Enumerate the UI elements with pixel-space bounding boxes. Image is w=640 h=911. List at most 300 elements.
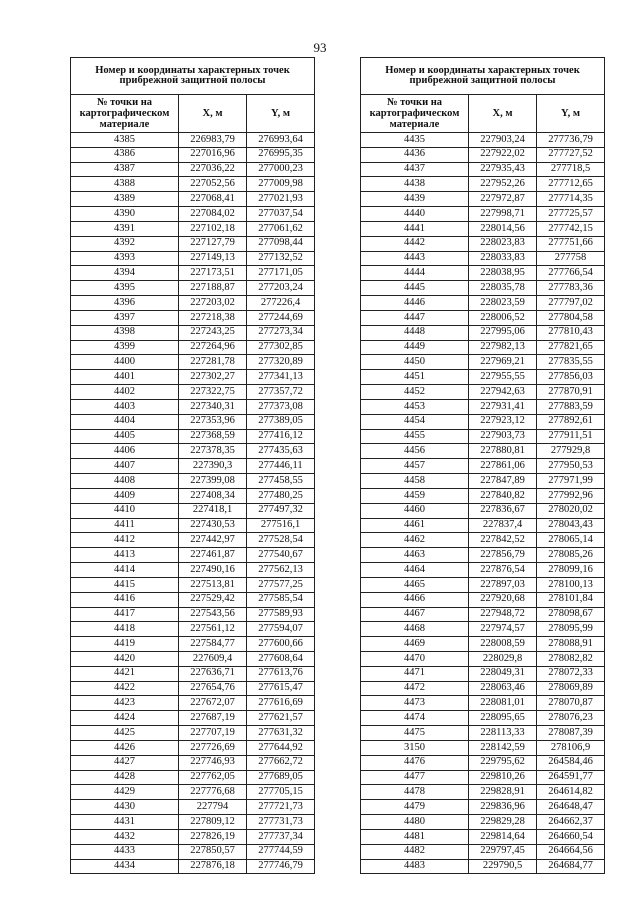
table-row (361, 133, 605, 148)
y-coordinate-cell: 276993,64 (247, 133, 315, 148)
point-number-cell: 4463 (361, 548, 469, 563)
table-row (71, 829, 315, 844)
point-number-cell: 4410 (71, 503, 179, 518)
page-number: 93 (313, 40, 327, 55)
x-coordinate-cell: 227513,81 (179, 577, 247, 592)
x-coordinate-cell: 227923,12 (469, 414, 537, 429)
x-coordinate-cell: 227584,77 (179, 637, 247, 652)
table-row (361, 800, 605, 815)
x-coordinate-cell: 227836,67 (469, 503, 537, 518)
table-title-row (361, 58, 605, 95)
table-row (71, 385, 315, 400)
table-row (71, 429, 315, 444)
table-row (71, 696, 315, 711)
y-coordinate-cell: 277373,08 (247, 399, 315, 414)
table-row (71, 370, 315, 385)
table-row (71, 592, 315, 607)
x-coordinate-cell: 227942,63 (469, 385, 537, 400)
x-coordinate-cell: 227974,57 (469, 622, 537, 637)
x-coordinate-cell: 229836,96 (469, 800, 537, 815)
x-coordinate-cell: 227281,78 (179, 355, 247, 370)
point-number-cell: 4472 (361, 681, 469, 696)
x-coordinate-cell: 228049,31 (469, 666, 537, 681)
table-row (361, 325, 605, 340)
y-coordinate-cell: 277835,55 (537, 355, 605, 370)
table-row (361, 859, 605, 874)
table-row (361, 281, 605, 296)
x-coordinate-cell: 227609,4 (179, 651, 247, 666)
x-coordinate-cell: 227809,12 (179, 815, 247, 830)
table-row (71, 147, 315, 162)
y-coordinate-cell: 277562,13 (247, 563, 315, 578)
point-number-cell: 4456 (361, 444, 469, 459)
y-coordinate-cell: 277746,79 (247, 859, 315, 874)
y-coordinate-cell: 277000,23 (247, 162, 315, 177)
y-coordinate-cell: 277714,35 (537, 192, 605, 207)
table-row (361, 296, 605, 311)
y-coordinate-cell: 277992,96 (537, 488, 605, 503)
table-row (361, 177, 605, 192)
x-coordinate-cell: 229790,5 (469, 859, 537, 874)
x-coordinate-cell: 227826,19 (179, 829, 247, 844)
point-number-cell: 4402 (71, 385, 179, 400)
point-number-cell: 4439 (361, 192, 469, 207)
y-coordinate-cell: 264660,54 (537, 829, 605, 844)
table-row (361, 681, 605, 696)
table-row (361, 607, 605, 622)
y-coordinate-cell: 277009,98 (247, 177, 315, 192)
y-coordinate-cell: 278082,82 (537, 651, 605, 666)
table-title-row (71, 58, 315, 95)
point-number-cell: 4453 (361, 399, 469, 414)
table-row (361, 815, 605, 830)
table-row (71, 192, 315, 207)
x-coordinate-cell: 227672,07 (179, 696, 247, 711)
table-row (71, 666, 315, 681)
x-coordinate-cell: 227016,96 (179, 147, 247, 162)
y-coordinate-cell: 264648,47 (537, 800, 605, 815)
point-number-cell: 4466 (361, 592, 469, 607)
x-coordinate-cell: 227529,42 (179, 592, 247, 607)
table-row (361, 785, 605, 800)
column-header-x: X, м (469, 95, 537, 133)
y-coordinate-cell: 277244,69 (247, 310, 315, 325)
point-number-cell: 4390 (71, 207, 179, 222)
y-coordinate-cell: 278076,23 (537, 711, 605, 726)
point-number-cell: 4428 (71, 770, 179, 785)
y-coordinate-cell: 264662,37 (537, 815, 605, 830)
y-coordinate-cell: 277883,59 (537, 399, 605, 414)
y-coordinate-cell: 264614,82 (537, 785, 605, 800)
table-row (361, 844, 605, 859)
table-row (71, 607, 315, 622)
point-number-cell: 4437 (361, 162, 469, 177)
y-coordinate-cell: 277497,32 (247, 503, 315, 518)
y-coordinate-cell: 277758 (537, 251, 605, 266)
x-coordinate-cell: 227850,57 (179, 844, 247, 859)
y-coordinate-cell: 276995,35 (247, 147, 315, 162)
x-coordinate-cell: 227998,71 (469, 207, 537, 222)
x-coordinate-cell: 227418,1 (179, 503, 247, 518)
x-coordinate-cell: 227378,35 (179, 444, 247, 459)
point-number-cell: 4404 (71, 414, 179, 429)
y-coordinate-cell: 277616,69 (247, 696, 315, 711)
y-coordinate-cell: 277540,67 (247, 548, 315, 563)
table-row (71, 177, 315, 192)
x-coordinate-cell: 227762,05 (179, 770, 247, 785)
table-row (71, 622, 315, 637)
table-body (71, 133, 315, 874)
y-coordinate-cell: 277585,54 (247, 592, 315, 607)
point-number-cell: 4423 (71, 696, 179, 711)
x-coordinate-cell: 229795,62 (469, 755, 537, 770)
table-row (71, 355, 315, 370)
y-coordinate-cell: 277357,72 (247, 385, 315, 400)
x-coordinate-cell: 227368,59 (179, 429, 247, 444)
y-coordinate-cell: 277870,91 (537, 385, 605, 400)
table-row (71, 162, 315, 177)
table-row (71, 266, 315, 281)
y-coordinate-cell: 277621,57 (247, 711, 315, 726)
table-row (71, 474, 315, 489)
point-number-cell: 4405 (71, 429, 179, 444)
point-number-cell: 4398 (71, 325, 179, 340)
point-number-cell: 4477 (361, 770, 469, 785)
table-row (71, 844, 315, 859)
point-number-cell: 4481 (361, 829, 469, 844)
y-coordinate-cell: 277689,05 (247, 770, 315, 785)
x-coordinate-cell: 228014,56 (469, 221, 537, 236)
y-coordinate-cell: 277751,66 (537, 236, 605, 251)
table-header-row (71, 95, 315, 133)
table-row (71, 681, 315, 696)
point-number-cell: 4415 (71, 577, 179, 592)
y-coordinate-cell: 278099,16 (537, 563, 605, 578)
x-coordinate-cell: 227461,87 (179, 548, 247, 563)
y-coordinate-cell: 277273,34 (247, 325, 315, 340)
table-row (71, 459, 315, 474)
y-coordinate-cell: 277341,13 (247, 370, 315, 385)
point-number-cell: 4393 (71, 251, 179, 266)
x-coordinate-cell: 228008,59 (469, 637, 537, 652)
x-coordinate-cell: 227322,75 (179, 385, 247, 400)
table-row (361, 740, 605, 755)
point-number-cell: 4462 (361, 533, 469, 548)
x-coordinate-cell: 228033,83 (469, 251, 537, 266)
y-coordinate-cell: 277037,54 (247, 207, 315, 222)
x-coordinate-cell: 227861,06 (469, 459, 537, 474)
point-number-cell: 4469 (361, 637, 469, 652)
point-number-cell: 4431 (71, 815, 179, 830)
table-row (71, 726, 315, 741)
table-row (71, 785, 315, 800)
y-coordinate-cell: 277911,51 (537, 429, 605, 444)
table-row (71, 518, 315, 533)
table-row (71, 444, 315, 459)
y-coordinate-cell: 278085,26 (537, 548, 605, 563)
y-coordinate-cell: 277389,05 (247, 414, 315, 429)
point-number-cell: 4406 (71, 444, 179, 459)
point-number-cell: 4425 (71, 726, 179, 741)
table-row (361, 726, 605, 741)
y-coordinate-cell: 277061,62 (247, 221, 315, 236)
x-coordinate-cell: 228081,01 (469, 696, 537, 711)
table-row (361, 829, 605, 844)
point-number-cell: 4475 (361, 726, 469, 741)
x-coordinate-cell: 227920,68 (469, 592, 537, 607)
y-coordinate-cell: 277600,66 (247, 637, 315, 652)
x-coordinate-cell: 227654,76 (179, 681, 247, 696)
y-coordinate-cell: 277528,54 (247, 533, 315, 548)
column-header-point: № точки на картографическом материале (71, 95, 179, 133)
x-coordinate-cell: 227084,02 (179, 207, 247, 222)
y-coordinate-cell: 277613,76 (247, 666, 315, 681)
x-coordinate-cell: 227430,53 (179, 518, 247, 533)
point-number-cell: 4391 (71, 221, 179, 236)
table-row (361, 221, 605, 236)
point-number-cell: 4416 (71, 592, 179, 607)
point-number-cell: 4465 (361, 577, 469, 592)
x-coordinate-cell: 227840,82 (469, 488, 537, 503)
point-number-cell: 4440 (361, 207, 469, 222)
point-number-cell: 4386 (71, 147, 179, 162)
x-coordinate-cell: 229829,28 (469, 815, 537, 830)
table-row (361, 385, 605, 400)
x-coordinate-cell: 228095,65 (469, 711, 537, 726)
table-row (71, 236, 315, 251)
y-coordinate-cell: 277892,61 (537, 414, 605, 429)
table-row (71, 651, 315, 666)
x-coordinate-cell: 227203,02 (179, 296, 247, 311)
table-row (361, 711, 605, 726)
y-coordinate-cell: 278065,14 (537, 533, 605, 548)
point-number-cell: 4424 (71, 711, 179, 726)
table-row (361, 266, 605, 281)
y-coordinate-cell: 277821,65 (537, 340, 605, 355)
point-number-cell: 4450 (361, 355, 469, 370)
x-coordinate-cell: 227408,34 (179, 488, 247, 503)
table-row (71, 859, 315, 874)
point-number-cell: 4397 (71, 310, 179, 325)
y-coordinate-cell: 277302,85 (247, 340, 315, 355)
point-number-cell: 4458 (361, 474, 469, 489)
y-coordinate-cell: 277731,73 (247, 815, 315, 830)
point-number-cell: 4479 (361, 800, 469, 815)
table-row (71, 281, 315, 296)
point-number-cell: 4395 (71, 281, 179, 296)
x-coordinate-cell: 227442,97 (179, 533, 247, 548)
table-title: Номер и координаты характерных точек прибрежной защитной полосы (361, 58, 605, 95)
point-number-cell: 4418 (71, 622, 179, 637)
table-row (361, 355, 605, 370)
point-number-cell: 4394 (71, 266, 179, 281)
table-row (71, 637, 315, 652)
y-coordinate-cell: 278043,43 (537, 518, 605, 533)
table-row (71, 340, 315, 355)
y-coordinate-cell: 277766,54 (537, 266, 605, 281)
point-number-cell: 4476 (361, 755, 469, 770)
y-coordinate-cell: 277644,92 (247, 740, 315, 755)
table-row (71, 296, 315, 311)
point-number-cell: 4422 (71, 681, 179, 696)
table-row (361, 162, 605, 177)
y-coordinate-cell: 277594,07 (247, 622, 315, 637)
table-row (361, 622, 605, 637)
y-coordinate-cell: 278088,91 (537, 637, 605, 652)
y-coordinate-cell: 277226,4 (247, 296, 315, 311)
point-number-cell: 4459 (361, 488, 469, 503)
table-row (71, 310, 315, 325)
y-coordinate-cell: 277725,57 (537, 207, 605, 222)
table-row (361, 503, 605, 518)
table-row (71, 548, 315, 563)
point-number-cell: 4408 (71, 474, 179, 489)
table-row (71, 740, 315, 755)
point-number-cell: 4417 (71, 607, 179, 622)
y-coordinate-cell: 277856,03 (537, 370, 605, 385)
point-number-cell: 4448 (361, 325, 469, 340)
x-coordinate-cell: 227127,79 (179, 236, 247, 251)
point-number-cell: 4430 (71, 800, 179, 815)
x-coordinate-cell: 227068,41 (179, 192, 247, 207)
table-row (361, 637, 605, 652)
x-coordinate-cell: 227969,21 (469, 355, 537, 370)
y-coordinate-cell: 277804,58 (537, 310, 605, 325)
y-coordinate-cell: 264584,46 (537, 755, 605, 770)
y-coordinate-cell: 277718,5 (537, 162, 605, 177)
point-number-cell: 4400 (71, 355, 179, 370)
x-coordinate-cell: 229828,91 (469, 785, 537, 800)
coordinates-table-right (360, 57, 605, 874)
y-coordinate-cell: 277929,8 (537, 444, 605, 459)
table-row (71, 563, 315, 578)
table-row (361, 370, 605, 385)
point-number-cell: 4442 (361, 236, 469, 251)
y-coordinate-cell: 277631,32 (247, 726, 315, 741)
x-coordinate-cell: 227972,87 (469, 192, 537, 207)
table-row (361, 755, 605, 770)
x-coordinate-cell: 228142,59 (469, 740, 537, 755)
table-title: Номер и координаты характерных точек прибрежной защитной полосы (71, 58, 315, 95)
x-coordinate-cell: 227746,93 (179, 755, 247, 770)
point-number-cell: 4413 (71, 548, 179, 563)
table-row (361, 429, 605, 444)
y-coordinate-cell: 264591,77 (537, 770, 605, 785)
y-coordinate-cell: 277727,52 (537, 147, 605, 162)
table-row (361, 310, 605, 325)
table-row (361, 592, 605, 607)
table-row (361, 533, 605, 548)
point-number-cell: 4470 (361, 651, 469, 666)
table-row (71, 577, 315, 592)
x-coordinate-cell: 227149,13 (179, 251, 247, 266)
point-number-cell: 4387 (71, 162, 179, 177)
x-coordinate-cell: 227264,96 (179, 340, 247, 355)
point-number-cell: 4435 (361, 133, 469, 148)
table-row (71, 755, 315, 770)
y-coordinate-cell: 277446,11 (247, 459, 315, 474)
x-coordinate-cell: 227726,69 (179, 740, 247, 755)
x-coordinate-cell: 227903,73 (469, 429, 537, 444)
x-coordinate-cell: 227561,12 (179, 622, 247, 637)
x-coordinate-cell: 228023,83 (469, 236, 537, 251)
x-coordinate-cell: 228113,33 (469, 726, 537, 741)
x-coordinate-cell: 227931,41 (469, 399, 537, 414)
x-coordinate-cell: 227922,02 (469, 147, 537, 162)
x-coordinate-cell: 227776,68 (179, 785, 247, 800)
x-coordinate-cell: 229797,45 (469, 844, 537, 859)
table-body (361, 133, 605, 874)
table-row (361, 236, 605, 251)
point-number-cell: 4471 (361, 666, 469, 681)
column-header-y: Y, м (537, 95, 605, 133)
x-coordinate-cell: 227897,03 (469, 577, 537, 592)
x-coordinate-cell: 227102,18 (179, 221, 247, 236)
y-coordinate-cell: 277516,1 (247, 518, 315, 533)
table-row (361, 192, 605, 207)
x-coordinate-cell: 227490,16 (179, 563, 247, 578)
coordinates-table-left (70, 57, 315, 874)
y-coordinate-cell: 277132,52 (247, 251, 315, 266)
y-coordinate-cell: 277712,65 (537, 177, 605, 192)
point-number-cell: 4446 (361, 296, 469, 311)
table-row (71, 770, 315, 785)
x-coordinate-cell: 229814,64 (469, 829, 537, 844)
y-coordinate-cell: 277797,02 (537, 296, 605, 311)
x-coordinate-cell: 227948,72 (469, 607, 537, 622)
x-coordinate-cell: 227935,43 (469, 162, 537, 177)
x-coordinate-cell: 229810,26 (469, 770, 537, 785)
table-row (361, 251, 605, 266)
y-coordinate-cell: 277971,99 (537, 474, 605, 489)
point-number-cell: 4438 (361, 177, 469, 192)
table-row (361, 459, 605, 474)
x-coordinate-cell: 227636,71 (179, 666, 247, 681)
y-coordinate-cell: 277458,55 (247, 474, 315, 489)
point-number-cell: 4473 (361, 696, 469, 711)
y-coordinate-cell: 277742,15 (537, 221, 605, 236)
point-number-cell: 4401 (71, 370, 179, 385)
x-coordinate-cell: 227842,52 (469, 533, 537, 548)
x-coordinate-cell: 228038,95 (469, 266, 537, 281)
y-coordinate-cell: 278020,02 (537, 503, 605, 518)
y-coordinate-cell: 278101,84 (537, 592, 605, 607)
point-number-cell: 4455 (361, 429, 469, 444)
table-row (361, 207, 605, 222)
y-coordinate-cell: 277810,43 (537, 325, 605, 340)
y-coordinate-cell: 278072,33 (537, 666, 605, 681)
table-row (71, 207, 315, 222)
point-number-cell: 4457 (361, 459, 469, 474)
point-number-cell: 4454 (361, 414, 469, 429)
column-header-x: X, м (179, 95, 247, 133)
x-coordinate-cell: 227794 (179, 800, 247, 815)
y-coordinate-cell: 278087,39 (537, 726, 605, 741)
y-coordinate-cell: 278100,13 (537, 577, 605, 592)
y-coordinate-cell: 264664,56 (537, 844, 605, 859)
y-coordinate-cell: 277203,24 (247, 281, 315, 296)
table-header-row (361, 95, 605, 133)
table-row (361, 399, 605, 414)
point-number-cell: 4427 (71, 755, 179, 770)
point-number-cell: 4399 (71, 340, 179, 355)
x-coordinate-cell: 227903,24 (469, 133, 537, 148)
x-coordinate-cell: 227302,27 (179, 370, 247, 385)
point-number-cell: 4388 (71, 177, 179, 192)
point-number-cell: 4452 (361, 385, 469, 400)
y-coordinate-cell: 277320,89 (247, 355, 315, 370)
y-coordinate-cell: 277662,72 (247, 755, 315, 770)
